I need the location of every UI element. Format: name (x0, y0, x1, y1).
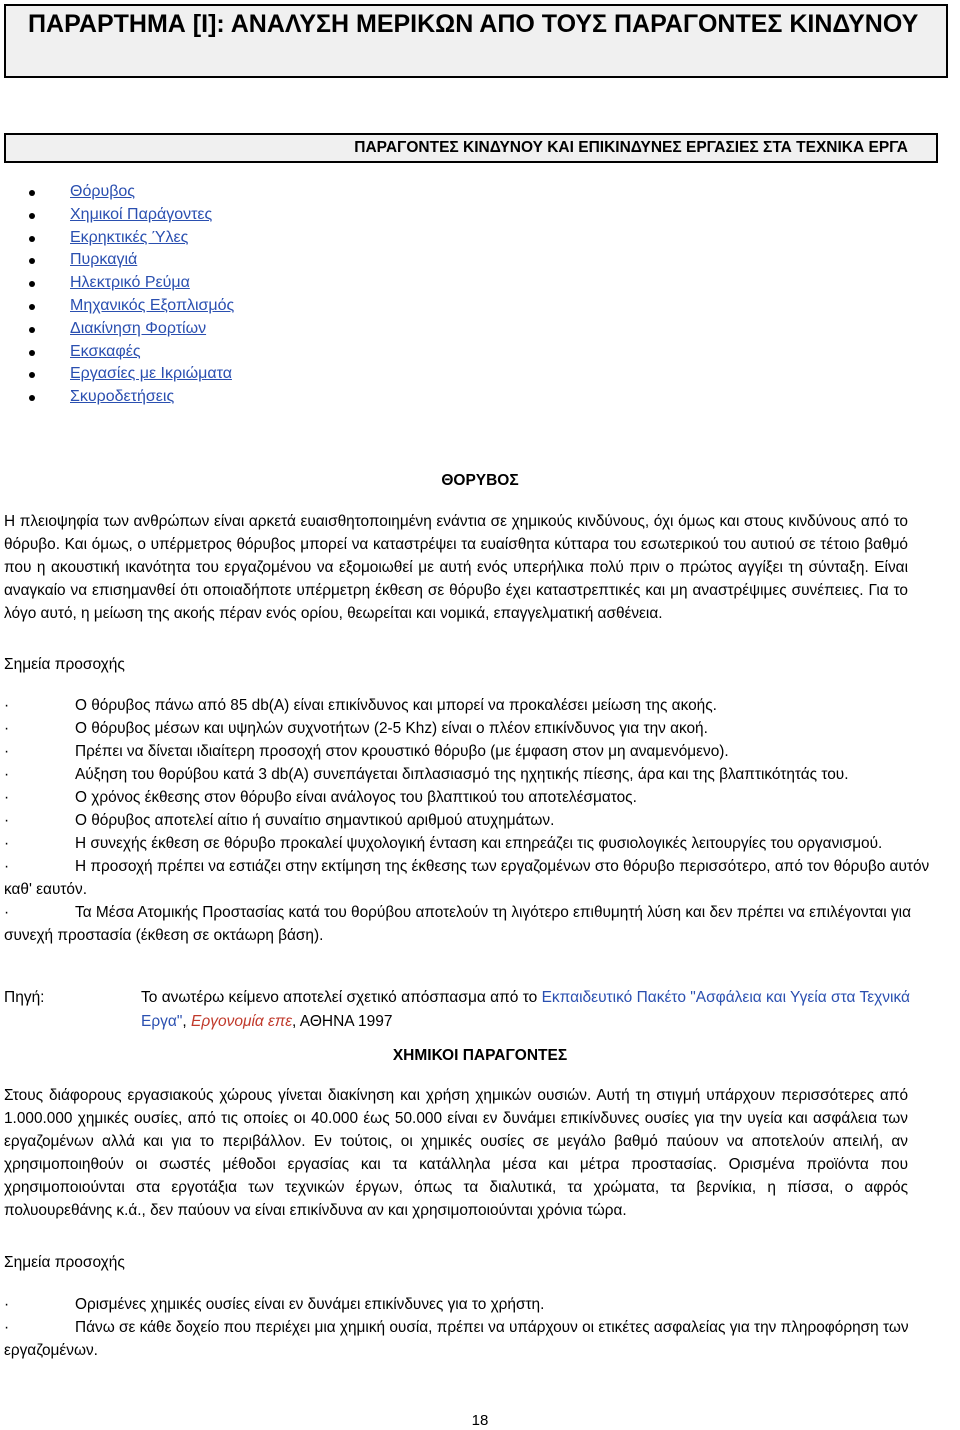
bullet-icon (29, 190, 35, 196)
noise-paragraph: Η πλειοψηφία των ανθρώπων είναι αρκετά ευαισθητοποιημένη ενάντια σε χημικούς κινδύνους, όχι όμως και στους κινδύνους από το θόρυβο. Και όμως, ο υπέρμετρος θόρυβος μπορεί να καταστρέψει τα ευαίσθητα κύτταρα του εσωτερικού του αυτιού σε τέτοιο βαθμό που η ακουστική ικανότητα του εργαζομένου να εξομοιωθεί με αυτή ενός υπερήλικα πολύ πριν ο πρώτος αγγίξει τη σύνταξη. Είναι αναγκαίο να επισημανθεί ότι οποιαδήποτε υπέρμετρη έκθεση σε θόρυβο έχει καταστρεπτικές και μη αναστρέψιμες συνέπειες. Για το λόγο αυτό, η μείωση της ακοής πέραν ενός ορίου, θεωρείται και νομικά, επαγγελματική ασθένεια. (4, 513, 908, 622)
topic-link[interactable]: Θόρυβος (70, 183, 136, 200)
bullet-dot: · (4, 835, 10, 852)
note-item (4, 1293, 934, 1316)
chemicals-paragraph: Στους διάφορους εργασιακούς χώρους γίνεται διακίνηση και χρήση χημικών ουσιών. Αυτή τη στιγμή υπάρχουν περισσότερες από 1.000.000 χημικές ουσίες, από τις οποίες οι 40.000 έως 50.000 είναι εν δυνάμει επικίνδυνες ουσίες για την υγεία και ασφάλεια των εργαζομένων αλλά και για το περιβάλλον. Εν τούτοις, οι χημικές ουσίες σε μεγάλο βαθμό παύουν να αποτελούν απειλή, αν χρησιμοποιηθούν οι σωστές μέθοδοι εργασίας και τα κατάλληλα μέσα και μέτρα προστασίας. Ορισμένα προϊόντα που χρησιμοποιούνται στα εργοτάξια των τεχνικών έργων, όπως τα διαλυτικά, τα χρώματα, τα βερνίκια, η πίσσα, ο αφρός πολυουρεθάνης κ.ά., δεν παύουν να είναι επικίνδυνα αν και χρησιμοποιούνται χρόνια τώρα. (4, 1087, 908, 1219)
topic-item (0, 341, 234, 364)
note-text: Ο θόρυβος πάνω από 85 db(A) είναι επικίνδυνος και μπορεί να προκαλέσει μείωση της ακοής. (75, 697, 717, 714)
bullet-dot: · (4, 766, 10, 783)
source-place-year: , ΑΘΗΝΑ 1997 (292, 1013, 393, 1030)
note-text: Η προσοχή πρέπει να εστιάζει στην εκτίμηση της έκθεσης των εργαζομένων στο θόρυβο περισσότερο, από τον θόρυβο αυτόν καθ' εαυτόν. (4, 858, 930, 898)
note-item (4, 717, 934, 740)
topic-link[interactable]: Εκσκαφές (70, 342, 141, 360)
noise-notes-list (4, 694, 934, 947)
bullet-dot: · (4, 697, 10, 714)
chemicals-heading: ΧΗΜΙΚΟΙ ΠΑΡΑΓΟΝΤΕΣ (392, 1047, 568, 1064)
topic-link[interactable]: Διακίνηση Φορτίων (70, 319, 207, 337)
page-number: 18 (471, 1412, 489, 1429)
note-text: Ο θόρυβος μέσων και υψηλών συχνοτήτων (2-5 Khz) είναι ο πλέον επικίνδυνος για την ακοή. (75, 720, 708, 737)
source-package-link[interactable]: Εκπαιδευτικό Πακέτο "Ασφάλεια και Υγεία στα Τεχνικά Εργα" (141, 989, 910, 1030)
bullet-icon (29, 258, 35, 264)
topic-item (0, 363, 234, 386)
bullet-dot: · (4, 812, 10, 829)
bullet-icon (29, 281, 35, 287)
note-item (4, 832, 934, 855)
topic-item (0, 249, 234, 272)
note-text: Αύξηση του θορύβου κατά 3 db(A) συνεπάγεται διπλασιασμό της ηχητικής πίεσης, άρα και της βλαπτικότητάς του. (75, 766, 849, 783)
bullet-icon (29, 236, 35, 242)
topic-item (0, 386, 234, 409)
topic-link[interactable]: Ηλεκτρικό Ρεύμα (70, 274, 190, 292)
note-text: Τα Μέσα Ατομικής Προστασίας κατά του θορύβου αποτελούν τη λιγότερο επιθυμητή λύση και δεν πρέπει να επιλέγονται για συνεχή προστασία (έκθεση σε οκτάωρη βάση). (4, 904, 911, 944)
source-publisher: Εργονομία επε (191, 1013, 293, 1030)
bullet-dot: · (4, 858, 10, 875)
bullet-icon (29, 350, 35, 356)
appendix-title: ΠΑΡΑΡΤΗΜΑ [Ι]: ΑΝΑΛΥΣΗ ΜΕΡΙΚΩΝ ΑΠΟ ΤΟΥΣ ΠΑΡΑΓΟΝΤΕΣ ΚΙΝΔΥΝΟΥ (4, 4, 948, 78)
note-item (4, 855, 934, 901)
bullet-icon (29, 327, 35, 333)
topic-item (0, 318, 234, 341)
note-item (4, 1316, 934, 1362)
noise-heading: ΘΟΡΥΒΟΣ (441, 472, 519, 489)
bullet-icon (29, 395, 35, 401)
topic-link[interactable]: Εργασίες με Ικριώματα (70, 365, 232, 383)
topic-item (0, 295, 234, 318)
topic-link[interactable]: Εκρηκτικές Ύλες (70, 228, 189, 246)
source-intro: Το ανωτέρω κείμενο αποτελεί σχετικό απόσπασμα από το (141, 989, 542, 1006)
section-banner-text: ΠΑΡΑΓΟΝΤΕΣ ΚΙΝΔΥΝΟΥ ΚΑΙ ΕΠΙΚΙΝΔΥΝΕΣ ΕΡΓΑΣΙΕΣ ΣΤΑ ΤΕΧΝΙΚΑ ΕΡΓΑ (354, 139, 908, 156)
noise-notes-label: Σημεία προσοχής (4, 656, 125, 673)
chemicals-notes-label: Σημεία προσοχής (4, 1254, 125, 1271)
topic-item (0, 181, 234, 204)
note-item (4, 901, 934, 947)
source-text (141, 986, 956, 1034)
note-text: Ορισμένες χημικές ουσίες είναι εν δυνάμει επικίνδυνες για το χρήστη. (75, 1296, 545, 1313)
topic-item (0, 204, 234, 227)
note-text: Πρέπει να δίνεται ιδιαίτερη προσοχή στον κρουστικό θόρυβο (με έμφαση στον μη αναμενόμενο). (75, 743, 729, 760)
topic-list (0, 181, 234, 409)
note-item (4, 809, 934, 832)
bullet-icon (29, 372, 35, 378)
note-item (4, 740, 934, 763)
note-text: Ο χρόνος έκθεσης στον θόρυβο είναι ανάλογος του βλαπτικού του αποτελέσματος. (75, 789, 637, 806)
bullet-dot: · (4, 743, 10, 760)
note-item (4, 694, 934, 717)
bullet-icon (29, 213, 35, 219)
bullet-dot: · (4, 720, 10, 737)
note-text: Η συνεχής έκθεση σε θόρυβο προκαλεί ψυχολογική ένταση και επηρεάζει τις φυσιολογικές λειτουργίες του οργανισμού. (75, 835, 883, 852)
note-text: Πάνω σε κάθε δοχείο που περιέχει μια χημική ουσία, πρέπει να υπάρχουν οι ετικέτες ασφαλείας για την πληροφόρηση των εργαζομένων. (4, 1319, 909, 1359)
bullet-dot: · (4, 904, 10, 921)
topic-link[interactable]: Μηχανικός Εξοπλισμός (70, 296, 235, 314)
topic-link[interactable]: Πυρκαγιά (70, 251, 138, 269)
bullet-dot: · (4, 1319, 10, 1336)
source-label: Πηγή: (4, 989, 45, 1006)
bullet-dot: · (4, 789, 10, 806)
section-banner (4, 133, 938, 163)
topic-link[interactable]: Χημικοί Παράγοντες (70, 205, 213, 223)
topic-item (0, 272, 234, 295)
note-text: Ο θόρυβος αποτελεί αίτιο ή συναίτιο σημαντικού αριθμού ατυχημάτων. (75, 812, 555, 829)
topic-link[interactable]: Σκυροδετήσεις (70, 388, 175, 406)
source-comma: , (182, 1013, 191, 1030)
note-item (4, 763, 934, 786)
note-item (4, 786, 934, 809)
topic-item (0, 227, 234, 250)
bullet-dot: · (4, 1296, 10, 1313)
bullet-icon (29, 304, 35, 310)
chemicals-notes-list (4, 1293, 934, 1362)
